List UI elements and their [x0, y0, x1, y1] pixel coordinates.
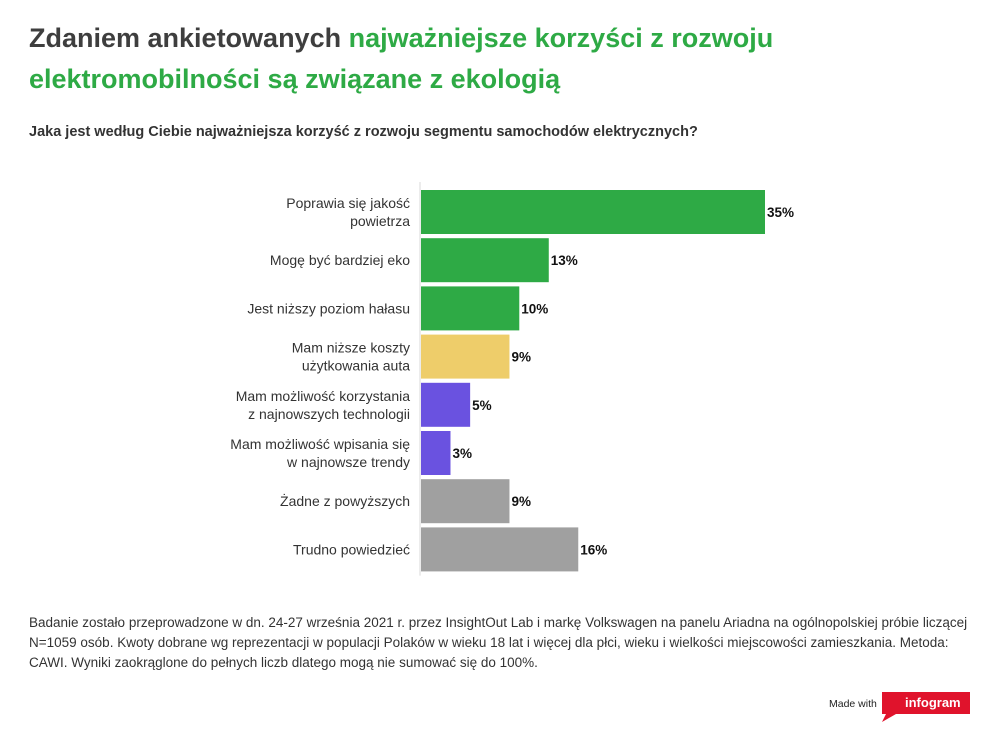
category-label-line: w najnowsze trendy [287, 454, 410, 470]
category-label-line: Mam możliwość wpisania się [230, 436, 410, 452]
category-label [292, 340, 410, 374]
made-with-label: Made with [829, 698, 877, 710]
value-label: 10% [521, 301, 549, 317]
category-label-line: Jest niższy poziom hałasu [247, 300, 410, 317]
chart-question: Jaka jest według Ciebie najważniejsza korzyść z rozwoju segmentu samochodów elektrycznych? [29, 124, 698, 140]
value-label: 13% [550, 253, 578, 269]
bar-chart [0, 180, 1000, 590]
value-label: 9% [511, 494, 531, 510]
category-label-line: z najnowszych technologii [248, 405, 410, 422]
bar[interactable] [421, 431, 450, 475]
category-label-line: Mogę być bardziej eko [269, 252, 410, 269]
category-label [236, 388, 410, 422]
title-lead: Zdaniem ankietowanych [29, 23, 349, 53]
category-label-line: Poprawia się jakość [286, 195, 410, 211]
page-title [29, 18, 979, 100]
infogram-logo-text[interactable]: infogram [905, 695, 961, 710]
bar[interactable] [421, 479, 509, 523]
category-label [230, 436, 410, 470]
bar[interactable] [421, 190, 765, 234]
value-label: 5% [472, 397, 492, 413]
category-label-line: Trudno powiedzieć [293, 541, 410, 558]
bar[interactable] [421, 527, 578, 571]
category-label [280, 492, 410, 509]
title-highlight: najważniejsze korzyści z rozwoju elektromobilności są związane z ekologią [29, 23, 774, 94]
value-label: 3% [452, 446, 473, 461]
category-label-line: powietrza [350, 213, 410, 229]
bar[interactable] [421, 383, 470, 427]
bar[interactable] [421, 286, 519, 330]
category-label-line: Żadne z powyższych [280, 493, 410, 510]
category-label-line: Mam niższe koszty [291, 339, 410, 356]
category-label-line: użytkowania auta [301, 357, 410, 374]
bar[interactable] [421, 238, 549, 282]
category-label [293, 541, 410, 557]
methodology-note: Badanie zostało przeprowadzone w dn. 24-27 września 2021 r. przez InsightOut Lab i markę Volkswagen na panelu Ariadna na ogólnopolskiej próbie liczącej N=1059 osób. Kwoty dobrane wg reprezentacji w populacji Polaków w wieku 18 lat i więcej dla płci, wieku i wielkości miejscowości zamieszkania. Metoda: CAWI. Wyniki zaokrąglone do pełnych liczb dlatego mogą nie sumować się do 100%. [29, 615, 968, 670]
value-label: 35% [767, 205, 795, 220]
category-label [270, 252, 410, 268]
category-label-line: Mam możliwość korzystania [235, 387, 410, 404]
bar[interactable] [421, 335, 509, 379]
value-label: 9% [511, 349, 531, 365]
category-label [247, 300, 410, 316]
category-label [286, 195, 410, 229]
value-label: 16% [580, 542, 608, 558]
